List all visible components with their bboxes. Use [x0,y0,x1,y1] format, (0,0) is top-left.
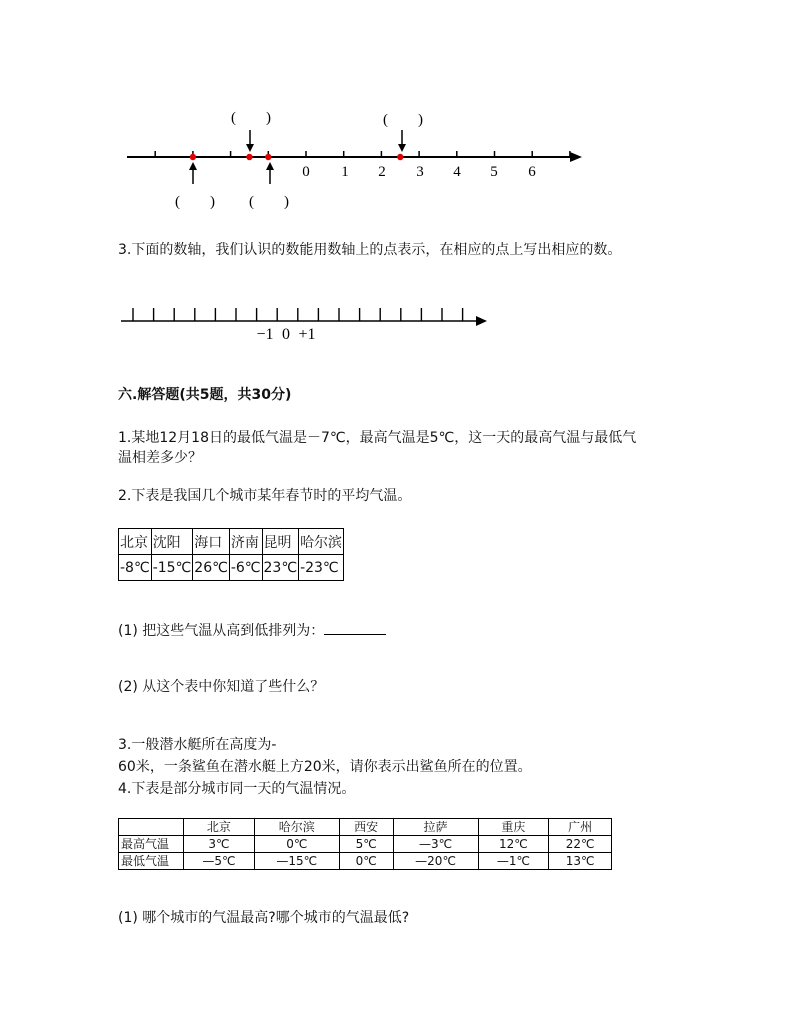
table-header-row [119,819,612,836]
city-cell: 济南 [229,529,262,555]
answer-blank: ( ) [249,194,289,210]
label-minus-one: −1 [256,326,274,343]
table-row [119,836,612,853]
temp-cell: 26℃ [193,555,230,581]
answer-blank: ( ) [175,194,215,210]
temp-cell: —3℃ [393,836,478,853]
city-cell: 沈阳 [151,529,193,555]
question-4-sub-1: (1) 哪个城市的气温最高?哪个城市的气温最低? [118,910,410,926]
tick-label-3: 3 [416,164,424,180]
city-header: 北京 [184,819,255,836]
row-header-min: 最低气温 [119,853,184,870]
question-1-line-2: 温相差多少？ [118,450,202,466]
city-header: 哈尔滨 [254,819,339,836]
down-arrow-icon [398,130,406,152]
temp-cell: —5℃ [184,853,255,870]
question-2-sub-2: (2) 从这个表中你知道了些什么？ [118,679,325,695]
red-point [265,154,271,160]
city-cell: 北京 [119,529,152,555]
corner-cell [119,819,184,836]
number-line-1-arrowhead [570,152,582,162]
table-row [119,555,344,581]
section-heading: 六.解答题(共5题，共30分) [118,387,292,403]
city-cell: 哈尔滨 [299,529,344,555]
up-arrow-icon [266,162,274,184]
temp-cell: -8℃ [119,555,152,581]
city-header: 重庆 [478,819,549,836]
city-header: 广州 [549,819,612,836]
temp-cell: 3℃ [184,836,255,853]
city-header: 西安 [339,819,393,836]
temp-cell: 0℃ [254,836,339,853]
temp-cell: 0℃ [339,853,393,870]
label-plus-one: +1 [298,326,316,343]
answer-blank-line[interactable] [324,620,386,635]
label-zero: 0 [282,326,290,343]
temp-cell: —15℃ [254,853,339,870]
table-row [119,529,344,555]
answer-blank: ( ) [383,112,423,128]
number-line-2-arrowhead [476,316,487,326]
question-2-text: 2.下表是我国几个城市某年春节时的平均气温。 [118,488,412,504]
number-line-1-tick-labels [302,164,536,180]
tick-label-6: 6 [528,164,536,180]
temp-cell: 23℃ [262,555,299,581]
question-3-numberline-text: 3.下面的数轴，我们认识的数能用数轴上的点表示，在相应的点上写出相应的数。 [118,242,622,258]
row-header-max: 最高气温 [119,836,184,853]
q2-temperature-table [118,528,344,581]
temp-cell: -15℃ [151,555,193,581]
temp-cell: —20℃ [393,853,478,870]
question-3-line-2: 60米，一条鲨鱼在潜水艇上方20米，请你表示出鲨鱼所在的位置。 [118,759,532,775]
number-line-2 [115,300,495,345]
red-point [246,154,252,160]
q4-temperature-table [118,818,612,870]
question-2-sub-1 [118,620,386,641]
question-1-line-1: 1.某地12月18日的最低气温是－7℃，最高气温是5℃，这一天的最高气温与最低气 [118,430,637,446]
tick-label-1: 1 [341,164,349,180]
temp-cell: -6℃ [229,555,262,581]
city-header: 拉萨 [393,819,478,836]
temp-cell: —1℃ [478,853,549,870]
temp-cell: 13℃ [549,853,612,870]
temp-cell: 5℃ [339,836,393,853]
question-3-line-1: 3.一般潜水艇所在高度为- [118,737,277,753]
temp-cell: 22℃ [549,836,612,853]
tick-label-5: 5 [490,164,498,180]
up-arrow-icon [189,162,197,184]
down-arrow-icon [246,130,254,152]
tick-label-4: 4 [453,164,461,180]
number-line-2-ticks [133,308,463,321]
table-row [119,853,612,870]
city-cell: 海口 [193,529,230,555]
red-point [397,154,403,160]
temp-cell: -23℃ [299,555,344,581]
temp-cell: 12℃ [478,836,549,853]
question-2-sub-1-text: (1) 把这些气温从高到低排列为： [118,623,325,639]
red-point [190,154,196,160]
number-line-1 [120,100,590,215]
tick-label-2: 2 [378,164,386,180]
question-4-text: 4.下表是部分城市同一天的气温情况。 [118,781,356,797]
city-cell: 昆明 [262,529,299,555]
tick-label-0: 0 [302,164,310,180]
answer-blank: ( ) [231,110,271,126]
